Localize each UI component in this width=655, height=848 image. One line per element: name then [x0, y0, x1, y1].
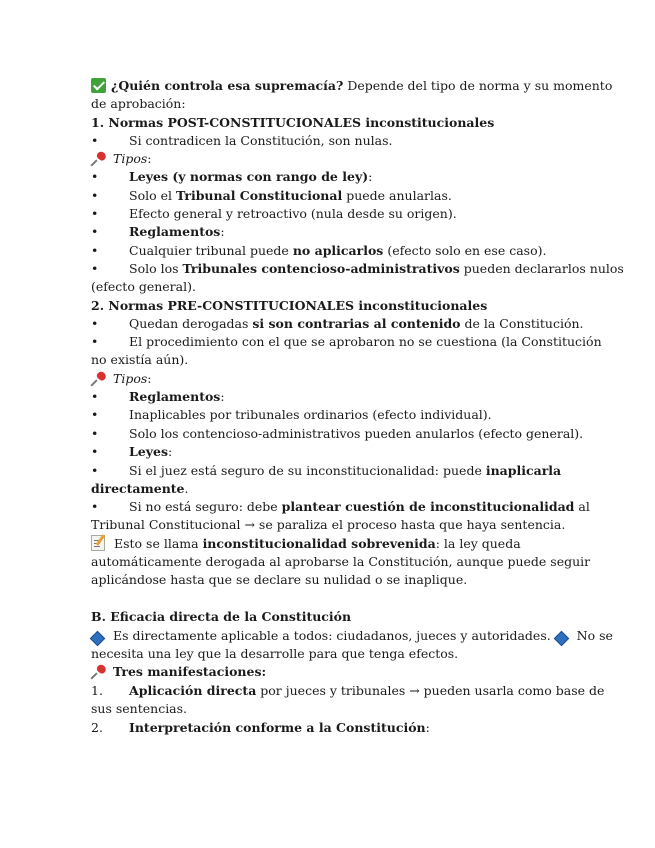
list-item: • El procedimiento con el que se aprobaron no se cuestiona (la Constitución	[91, 334, 602, 349]
pre-constitutional-heading: 2. Normas PRE-CONSTITUCIONALES inconstitucionales	[91, 298, 488, 313]
list-item: • Si no está seguro: debe plantear cuestión de inconstitucionalidad al	[91, 499, 590, 514]
text-line: sus sentencias.	[91, 701, 188, 716]
tipos-line: Tipos:	[91, 150, 615, 168]
memo-line: Esto se llama inconstitucionalidad sobrevenida: la ley queda	[91, 535, 615, 553]
list-item: • Si contradicen la Constitución, son nulas.	[91, 133, 393, 148]
text-line: (efecto general).	[91, 279, 196, 294]
list-item: • Reglamentos:	[91, 224, 225, 239]
text-line: necesita una ley que la desarrolle para que tenga efectos.	[91, 646, 459, 661]
text-line: aplicándose hasta que se declare su nulidad o se inaplique.	[91, 572, 468, 587]
list-item: 1. Aplicación directa por jueces y tribunales → pueden usarla como base de	[91, 683, 605, 698]
list-item: • Si el juez está seguro de su inconstitucionalidad: puede inaplicarla	[91, 463, 562, 478]
list-item: • Inaplicables por tribunales ordinarios (efecto individual).	[91, 407, 492, 422]
text-line: Tribunal Constitucional → se paraliza el proceso hasta que haya sentencia.	[91, 517, 566, 532]
pushpin-icon	[91, 664, 108, 679]
blue-diamond-icon	[555, 631, 567, 643]
list-item: • Reglamentos:	[91, 389, 225, 404]
section-b-heading: B. Eficacia directa de la Constitución	[91, 609, 352, 624]
list-item: • Leyes (y normas con rango de ley):	[91, 169, 373, 184]
text-line: de aprobación:	[91, 96, 186, 111]
text-line: directamente.	[91, 481, 189, 496]
pushpin-icon	[91, 371, 108, 386]
supremacy-question-line: ¿Quién controla esa supremacía? Depende del tipo de norma y su momento	[91, 77, 615, 95]
list-item: • Solo los Tribunales contencioso-administrativos pueden declararlos nulos	[91, 261, 624, 276]
diamond-line: Es directamente aplicable a todos: ciudadanos, jueces y autoridades. No se	[91, 627, 615, 645]
post-constitutional-heading: 1. Normas POST-CONSTITUCIONALES inconstitucionales	[91, 115, 495, 130]
text-line: no existía aún).	[91, 352, 189, 367]
list-item: • Leyes:	[91, 444, 173, 459]
list-item: 2. Interpretación conforme a la Constitución:	[91, 720, 430, 735]
list-item: • Efecto general y retroactivo (nula desde su origen).	[91, 206, 457, 221]
list-item: • Cualquier tribunal puede no aplicarlos (efecto solo en ese caso).	[91, 243, 547, 258]
memo-icon	[91, 535, 105, 551]
list-item: • Quedan derogadas si son contrarias al contenido de la Constitución.	[91, 316, 584, 331]
tres-line: Tres manifestaciones:	[91, 663, 615, 681]
supremacy-question: ¿Quién controla esa supremacía?	[111, 78, 344, 93]
list-item: • Solo los contencioso-administrativos pueden anularlos (efecto general).	[91, 426, 584, 441]
text-line: automáticamente derogada al aprobarse la Constitución, aunque puede seguir	[91, 554, 591, 569]
check-mark-icon	[91, 78, 106, 93]
tipos-line: Tipos:	[91, 370, 615, 388]
list-item: • Solo el Tribunal Constitucional puede anularlas.	[91, 188, 452, 203]
pushpin-icon	[91, 151, 108, 166]
blue-diamond-icon	[91, 631, 103, 643]
